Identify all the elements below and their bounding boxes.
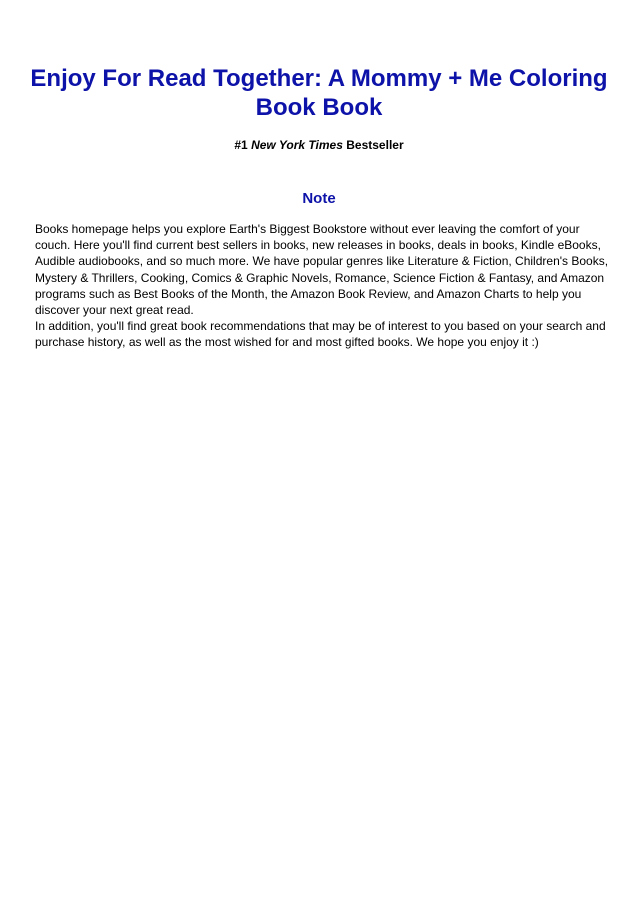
note-paragraph: In addition, you'll find great book recommendations that may be of interest to you based on your search and purchase history, as well as the most wished for and most gifted books. We hope you enjoy it :) [35, 319, 606, 350]
document-title: Enjoy For Read Together: A Mommy + Me Coloring Book Book [30, 65, 608, 121]
note-heading: Note [302, 190, 336, 207]
bestseller-publication: New York Times [251, 138, 343, 152]
bestseller-label: Bestseller [346, 138, 404, 152]
note-body [35, 221, 610, 351]
bestseller-rank: #1 [234, 138, 248, 152]
bestseller-line [30, 138, 608, 153]
note-paragraph: Books homepage helps you explore Earth's Biggest Bookstore without ever leaving the comfort of your couch. Here you'll find current best sellers in books, new releases in books, deals in books, Kindle eBooks, Audible audiobooks, and so much more. We have popular genres like Literature & Fiction, Children's Books, Mystery & Thrillers, Cooking, Comics & Graphic Novels, Romance, Science Fiction & Fantasy, and Amazon programs such as Best Books of the Month, the Amazon Book Review, and Amazon Charts to help you discover your next great read. [35, 222, 609, 318]
